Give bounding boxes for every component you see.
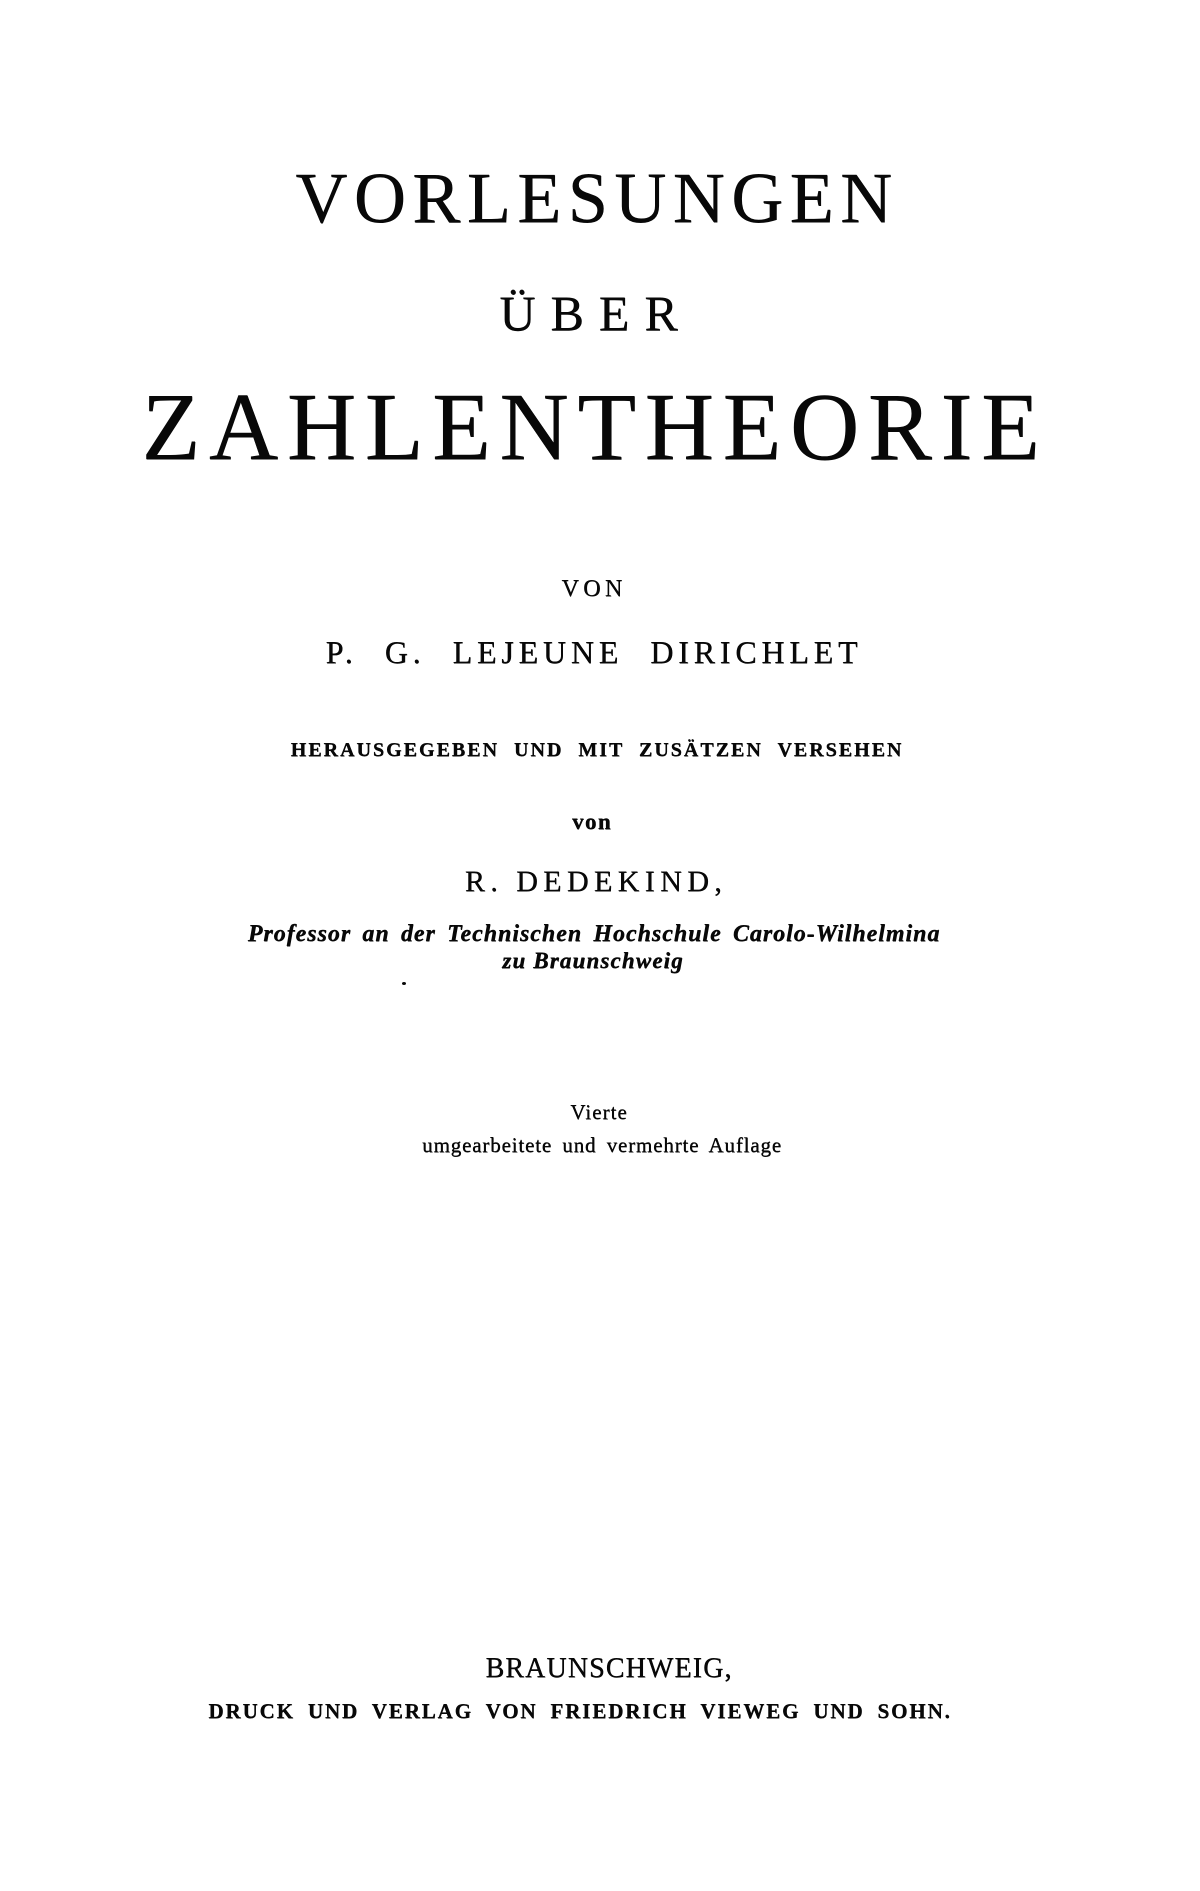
imprint-city: BRAUNSCHWEIG, [485,1653,733,1684]
edition-description: umgearbeitete und vermehrte Auflage [422,1133,782,1157]
editor-name: R. DEDEKIND, [464,865,728,898]
editor-affiliation-line2: zu Braunschweig [502,948,684,973]
book-title-word: VORLESUNGEN [295,158,899,238]
edition-number: Vierte [570,1100,628,1124]
stray-ink-dot [402,982,406,985]
author-byline-label: VON [561,576,627,602]
book-title-subject: ZAHLENTHEORIE [141,373,1049,480]
book-title-connector: ÜBER [499,285,693,341]
editor-affiliation-line1: Professor an der Technischen Hochschule Carolo-Wilhelmina [247,921,941,947]
author-name: P. G. LEJEUNE DIRICHLET [325,634,863,670]
editor-byline-label: von [572,809,612,834]
imprint-publisher: DRUCK UND VERLAG VON FRIEDRICH VIEWEG UND SOHN. [208,1699,952,1723]
editor-note: HERAUSGEGEBEN UND MIT ZUSÄTZEN VERSEHEN [290,739,904,761]
